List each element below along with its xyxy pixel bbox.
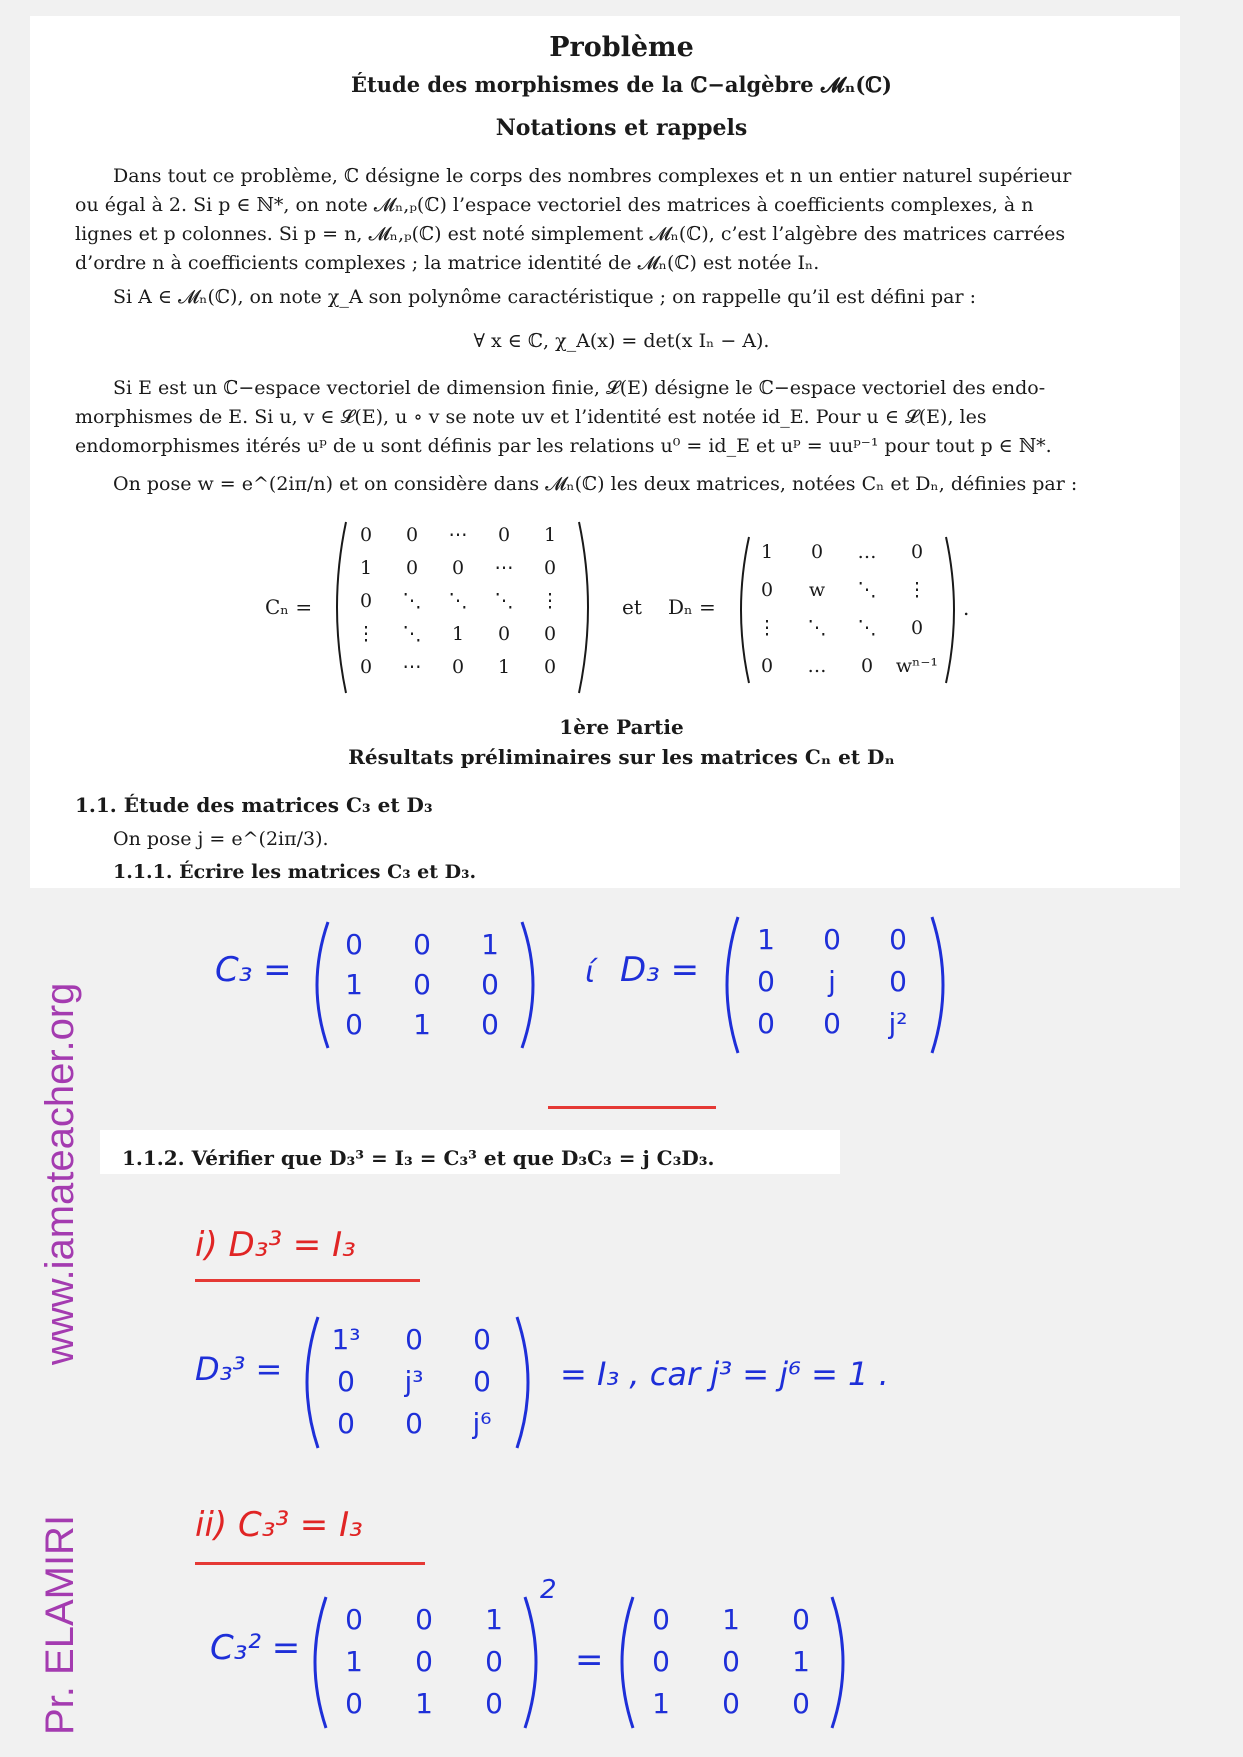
matrix-entry: 0	[405, 1323, 423, 1356]
matrix-entry: 0	[359, 524, 373, 546]
hw-step-i: i) D₃³ = I₃	[195, 1225, 356, 1265]
matrix-entry: 0	[543, 656, 557, 678]
problem-subtitle: Étude des morphismes de la ℂ−algèbre 𝓜ₙ(ℂ)	[351, 72, 892, 97]
matrix-entry: ⋮	[907, 579, 927, 601]
matrix-entry: 0	[473, 1323, 491, 1356]
step-i-underline	[195, 1279, 420, 1282]
matrix-entry: 0	[405, 1407, 423, 1440]
hw-d3-matrix	[720, 915, 950, 1055]
matrix-entry: …	[807, 655, 827, 677]
matrix-entry: 0	[497, 623, 511, 645]
paragraph-line: Si E est un ℂ−espace vectoriel de dimension finie, 𝓛(E) désigne le ℂ−espace vectoriel des endo-	[113, 377, 1046, 399]
part-title: Résultats préliminaires sur les matrices Cₙ et Dₙ	[348, 745, 895, 769]
matrix-entry: 0	[889, 965, 907, 998]
paragraph-line: On pose w = e^(2iπ/n) et on considère dans 𝓜ₙ(ℂ) les deux matrices, notées Cₙ et Dₙ, définies par :	[113, 473, 1078, 495]
matrix-entry: ⋱	[857, 617, 877, 639]
matrix-entry: 0	[345, 1603, 363, 1636]
matrix-entry: 1	[497, 656, 511, 678]
matrix-entry: 1	[415, 1687, 433, 1720]
matrix-entry: 0	[405, 557, 419, 579]
paragraph-line: morphismes de E. Si u, v ∈ 𝓛(E), u ∘ v se note uv et l’identité est notée id_E. Pour u ∈ 𝓛(E), les	[75, 406, 987, 428]
matrix-entry: 0	[823, 1007, 841, 1040]
matrix-entry: ⋮	[540, 590, 560, 612]
matrix-entry: 0	[910, 541, 924, 563]
matrix-entry: 0	[337, 1365, 355, 1398]
matrix-entry: 1	[760, 541, 774, 563]
matrix-entry: ⋱	[448, 590, 468, 612]
matrix-entry: 1	[451, 623, 465, 645]
matrix-entry: 1	[485, 1603, 503, 1636]
notations-heading: Notations et rappels	[495, 115, 748, 141]
matrix-entry: 1	[345, 1645, 363, 1678]
paragraph-line: lignes et p colonnes. Si p = n, 𝓜ₙ,ₚ(ℂ) est noté simplement 𝓜ₙ(ℂ), c’est l’algèbre des matrices carrées	[75, 223, 1066, 245]
dn-matrix	[735, 535, 960, 685]
hw-step-ii: ii) C₃³ = I₃	[195, 1505, 363, 1545]
dn-period: .	[963, 596, 970, 620]
matrix-entry: 0	[345, 928, 363, 961]
part-heading: 1ère Partie	[559, 715, 684, 739]
matrix-entry: 0	[405, 524, 419, 546]
matrix-entry: 0	[413, 968, 431, 1001]
matrix-entry: 0	[543, 623, 557, 645]
cn-label: Cₙ =	[265, 595, 313, 619]
cn-matrix	[330, 520, 595, 695]
matrix-entry: ⋱	[857, 579, 877, 601]
hw-c3-matrix	[310, 920, 540, 1050]
matrix-entry: 0	[345, 1008, 363, 1041]
matrix-entry: 0	[792, 1603, 810, 1636]
problem-title: Problème	[549, 32, 694, 63]
matrix-entry: ⋱	[494, 590, 514, 612]
matrix-entry: ⋱	[807, 617, 827, 639]
matrix-entry: 0	[823, 923, 841, 956]
matrix-entry: 0	[760, 655, 774, 677]
matrix-entry: ⋯	[494, 557, 514, 579]
paragraph-line: Dans tout ce problème, ℂ désigne le corps des nombres complexes et n un entier naturel supérieur	[113, 165, 1072, 187]
matrix-entry: 0	[413, 928, 431, 961]
question-1-1-1: 1.1.1. Écrire les matrices C₃ et D₃.	[113, 861, 477, 883]
matrix-entry: 0	[451, 656, 465, 678]
matrix-entry: 0	[473, 1365, 491, 1398]
matrix-entry: 0	[543, 557, 557, 579]
pose-j-line: On pose j = e^(2iπ/3).	[113, 828, 329, 850]
matrix-entry: 1	[652, 1687, 670, 1720]
matrix-entry: 0	[497, 524, 511, 546]
matrix-entry: 1	[757, 923, 775, 956]
matrix-entry: 0	[481, 968, 499, 1001]
matrix-entry: 0	[792, 1687, 810, 1720]
matrix-entry: 0	[910, 617, 924, 639]
matrix-entry: 0	[359, 656, 373, 678]
matrix-entry: ⋮	[356, 623, 376, 645]
matrix-entry: j²	[888, 1007, 908, 1040]
matrix-entry: 1	[722, 1603, 740, 1636]
matrix-entry: 0	[415, 1603, 433, 1636]
matrix-entry: 0	[757, 965, 775, 998]
matrix-entry: wⁿ⁻¹	[895, 655, 939, 677]
matrix-entry: j⁶	[472, 1407, 492, 1440]
step-ii-underline	[195, 1562, 425, 1565]
separator-line	[548, 1106, 716, 1109]
matrix-entry: 0	[760, 579, 774, 601]
matrix-entry: 0	[722, 1645, 740, 1678]
matrix-entry: 0	[860, 655, 874, 677]
hw-c3sq-label: C₃² =	[210, 1628, 301, 1668]
hw-c3-label: C₃ =	[215, 950, 292, 990]
matrix-entry: 0	[415, 1645, 433, 1678]
hw-and-label: ί	[585, 955, 596, 990]
matrix-entry: 0	[337, 1407, 355, 1440]
matrix-entry: …	[857, 541, 877, 563]
matrix-entry: 0	[722, 1687, 740, 1720]
dn-label: Dₙ =	[668, 595, 716, 619]
matrix-entry: j³	[404, 1365, 424, 1398]
watermark-author: Pr. ELAMIRI	[38, 1514, 82, 1735]
matrix-entry: 1	[345, 968, 363, 1001]
matrix-entry: 1³	[331, 1323, 361, 1356]
matrix-entry: w	[808, 579, 826, 601]
hw-c3sq-result-matrix	[615, 1595, 850, 1730]
watermark-site: www.iamateacher.org	[38, 982, 82, 1365]
matrix-entry: 0	[451, 557, 465, 579]
matrix-entry: 0	[889, 923, 907, 956]
section-1-1-heading: 1.1. Étude des matrices C₃ et D₃	[75, 793, 433, 817]
matrix-entry: 0	[757, 1007, 775, 1040]
paragraph-line: d’ordre n à coefficients complexes ; la matrice identité de 𝓜ₙ(ℂ) est notée Iₙ.	[75, 252, 820, 274]
hw-d3cubed-matrix	[300, 1315, 535, 1450]
hw-d3cubed-label: D₃³ =	[195, 1350, 283, 1388]
hw-c3sq-exponent: 2	[540, 1575, 557, 1605]
matrix-entry: j	[828, 965, 836, 998]
paragraph-line: ou égal à 2. Si p ∈ ℕ*, on note 𝓜ₙ,ₚ(ℂ) l’espace vectoriel des matrices à coefficients complexes, à n	[75, 194, 1034, 216]
matrix-entry: 0	[652, 1645, 670, 1678]
matrix-entry: 0	[485, 1687, 503, 1720]
question-1-1-2: 1.1.2. Vérifier que D₃³ = I₃ = C₃³ et que D₃C₃ = j C₃D₃.	[122, 1146, 715, 1170]
hw-d3-label: D₃ =	[620, 950, 700, 990]
matrix-entry: 0	[810, 541, 824, 563]
matrix-entry: 1	[481, 928, 499, 961]
matrix-entry: ⋮	[757, 617, 777, 639]
matrix-entry: 1	[413, 1008, 431, 1041]
matrix-entry: ⋱	[402, 623, 422, 645]
matrix-entry: 0	[345, 1687, 363, 1720]
matrix-entry: 1	[792, 1645, 810, 1678]
matrix-entry: ⋱	[402, 590, 422, 612]
matrix-entry: 1	[359, 557, 373, 579]
hw-c3sq-equals: =	[575, 1640, 604, 1680]
paragraph-line: endomorphismes itérés uᵖ de u sont définis par les relations u⁰ = id_E et uᵖ = uuᵖ⁻¹ pour tout p ∈ ℕ*.	[75, 435, 1052, 457]
hw-d3cubed-result: = I₃ , car j³ = j⁶ = 1 .	[560, 1355, 889, 1393]
matrix-entry: 0	[485, 1645, 503, 1678]
hw-c3sq-matrix	[308, 1595, 543, 1730]
paragraph-line: Si A ∈ 𝓜ₙ(ℂ), on note χ_A son polynôme caractéristique ; on rappelle qu’il est défini par :	[113, 286, 976, 308]
matrix-entry: 1	[543, 524, 557, 546]
matrix-entry: ⋯	[448, 524, 468, 546]
matrix-entry: 0	[359, 590, 373, 612]
matrix-entry: 0	[481, 1008, 499, 1041]
characteristic-polynomial-formula: ∀ x ∈ ℂ, χ_A(x) = det(x Iₙ − A).	[473, 330, 770, 352]
matrix-entry: ⋯	[402, 656, 422, 678]
et-label: et	[622, 595, 642, 619]
matrix-entry: 0	[652, 1603, 670, 1636]
